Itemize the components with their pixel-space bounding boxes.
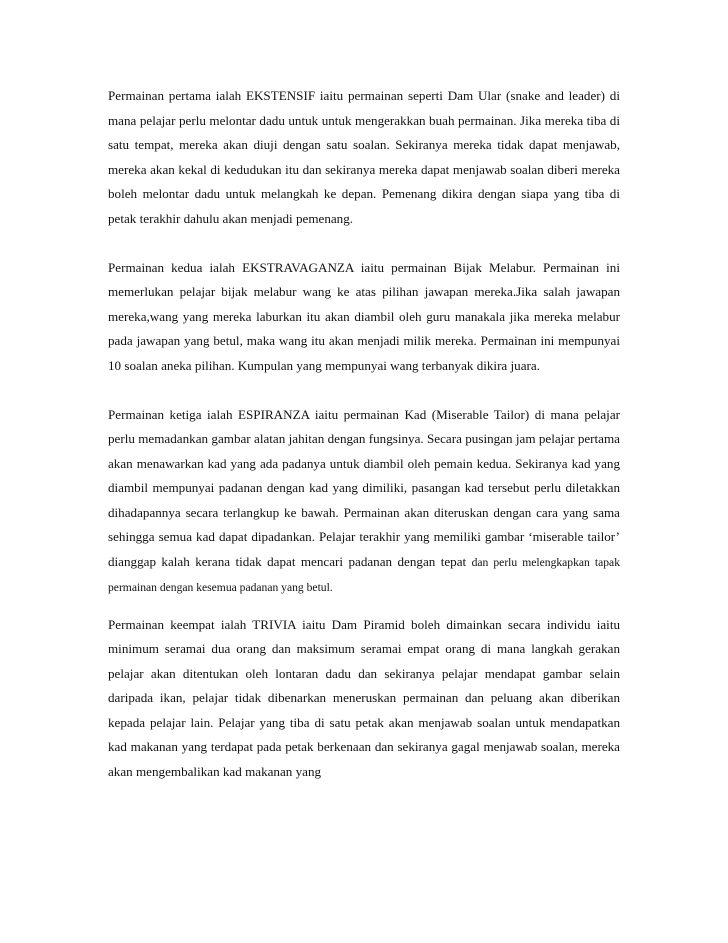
paragraph-3 [108, 403, 620, 601]
paragraph-gap [108, 378, 620, 403]
paragraph-3-small-tail: dan perlu melengkapkan tapak permainan dengan kesemua padanan yang betul. [108, 555, 620, 594]
paragraph-gap [108, 231, 620, 256]
document-page [108, 84, 620, 784]
paragraph-gap [108, 601, 620, 613]
paragraph-3-main: Permainan ketiga ialah ESPIRANZA iaitu permainan Kad (Miserable Tailor) di mana pelajar perlu memadankan gambar alatan jahitan dengan fungsinya. Secara pusingan jam pelajar pertama akan menawarkan kad yang ada padanya untuk diambil oleh pemain kedua. Sekiranya kad yang diambil mempunyai padanan dengan kad yang dimiliki, pasangan kad tersebut perlu diletakkan dihadapannya secara terlangkup ke bawah. Permainan akan diteruskan dengan cara yang sama sehingga semua kad dapat dipadankan. Pelajar terakhir yang memiliki gambar ‘miserable tailor’ dianggap kalah kerana tidak dapat mencari padanan dengan tepat [108, 406, 620, 569]
paragraph-4: Permainan keempat ialah TRIVIA iaitu Dam Piramid boleh dimainkan secara individu iaitu minimum seramai dua orang dan maksimum seramai empat orang di mana langkah gerakan pelajar akan ditentukan oleh lontaran dadu dan sekiranya pelajar mendapat gambar selain daripada ikan, pelajar tidak dibenarkan meneruskan permainan dan peluang akan diberikan kepada pelajar lain. Pelajar yang tiba di satu petak akan menjawab soalan untuk mendapatkan kad makanan yang terdapat pada petak berkenaan dan sekiranya gagal menjawab soalan, mereka akan mengembalikan kad makanan yang [108, 616, 620, 779]
paragraph-2: Permainan kedua ialah EKSTRAVAGANZA iaitu permainan Bijak Melabur. Permainan ini memerlukan pelajar bijak melabur wang ke atas pilihan jawapan mereka.Jika salah jawapan mereka,wang yang mereka laburkan itu akan diambil oleh guru manakala jika mereka melabur pada jawapan yang betul, maka wang itu akan menjadi milik mereka. Permainan ini mempunyai 10 soalan aneka pilihan. Kumpulan yang mempunyai wang terbanyak dikira juara. [108, 259, 620, 373]
paragraph-1: Permainan pertama ialah EKSTENSIF iaitu permainan seperti Dam Ular (snake and leader) di mana pelajar perlu melontar dadu untuk untuk mengerakkan buah permainan. Jika mereka tiba di satu tempat, mereka akan diuji dengan satu soalan. Sekiranya mereka tidak dapat menjawab, mereka akan kekal di kedudukan itu dan sekiranya mereka dapat menjawab soalan diberi mereka boleh melontar dadu untuk melangkah ke depan. Pemenang dikira dengan siapa yang tiba di petak terakhir dahulu akan menjadi pemenang. [108, 88, 620, 226]
